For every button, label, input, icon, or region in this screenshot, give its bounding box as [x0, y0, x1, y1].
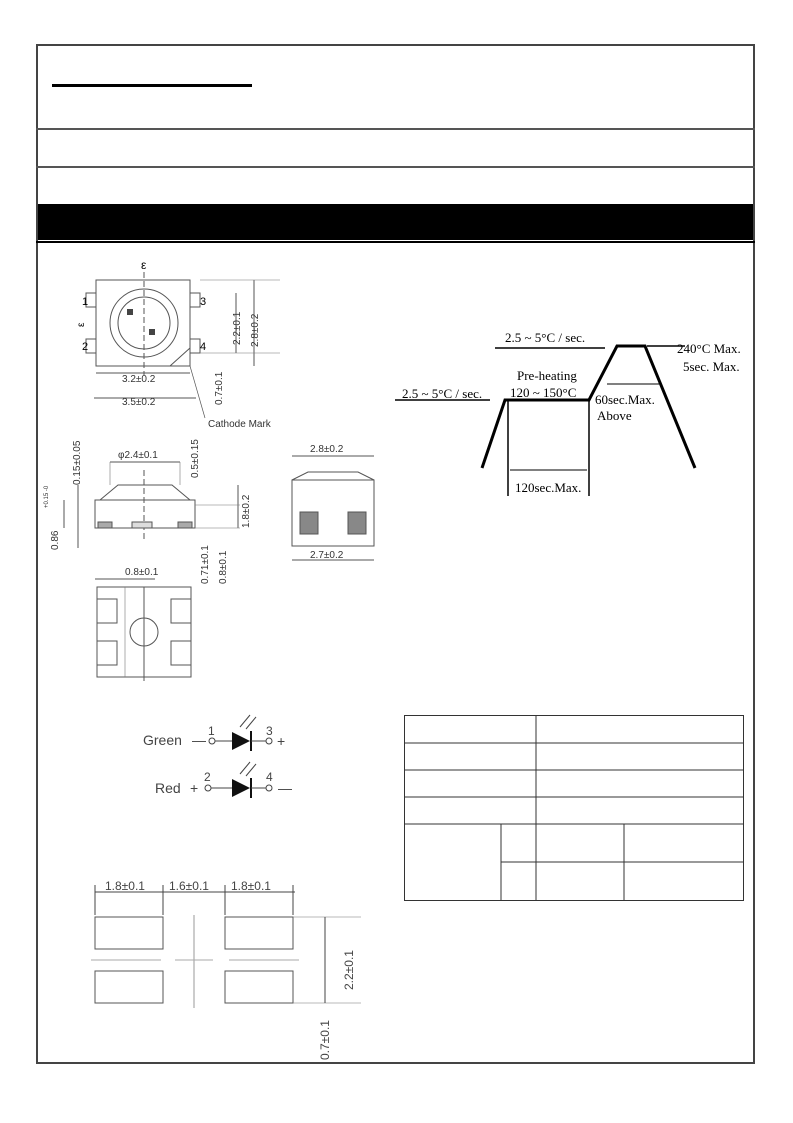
preheat-range: 120 ~ 150°C — [510, 385, 577, 400]
green-led-symbol — [232, 732, 250, 750]
lead-3 — [190, 293, 200, 307]
lead-4 — [190, 339, 200, 353]
cathode-notch — [170, 348, 190, 366]
pin-2-sign: + — [190, 780, 199, 796]
dim-tab: 0.7±0.1 — [214, 371, 225, 405]
dim-lead-height: 0.71±0.1 — [200, 545, 211, 584]
dim-lens-step: 0.5±0.15 — [190, 439, 201, 478]
red-led-symbol — [232, 779, 250, 797]
pin-3-label: 3 — [200, 296, 207, 308]
peak-temp-label: 240°C Max. — [677, 341, 741, 356]
pin-1: 1 — [208, 724, 215, 738]
reflow-profile-chart — [395, 320, 770, 500]
lens-profile — [100, 485, 190, 500]
chip-1 — [127, 309, 133, 315]
title-divider — [36, 166, 755, 168]
dim-pad-spacing: 0.7±0.1 — [318, 1020, 332, 1060]
pin-3: 3 — [266, 724, 273, 738]
dim-height-outer: 2.8±0.2 — [250, 313, 261, 347]
section-divider — [36, 241, 755, 243]
dim-lead-thickness: 0.8±0.1 — [218, 550, 229, 584]
ramp-rate-label: 2.5 ~ 5°C / sec. — [402, 386, 483, 401]
dim-side-bottom: 2.7±0.2 — [310, 550, 344, 561]
package-top-view — [40, 255, 340, 430]
cathode-mark-label: Cathode Mark — [208, 419, 271, 430]
dim-pad-gap: 1.6±0.1 — [169, 879, 209, 893]
package-bottom-view — [85, 565, 215, 685]
dim-height-inner: 2.2±0.1 — [232, 311, 243, 345]
peak-time-label: 5sec. Max. — [683, 359, 740, 374]
dim-bottom-tab: 0.8±0.1 — [125, 567, 159, 578]
pin-4-sign: — — [278, 780, 292, 796]
pin-3-sign: + — [277, 733, 286, 749]
green-label: Green — [143, 732, 182, 748]
dim-body-total: 0.86 — [50, 530, 61, 550]
header-divider — [36, 128, 755, 130]
dim-body-height: 1.8±0.2 — [241, 494, 252, 528]
above-time-label: 60sec.Max. — [595, 392, 655, 407]
preheat-time-label: 120sec.Max. — [515, 480, 582, 495]
pin-1-label: 1 — [82, 296, 89, 308]
dim-side-top: 2.8±0.2 — [310, 444, 344, 455]
chip-2 — [149, 329, 155, 335]
center-mark: ε — [141, 258, 147, 272]
solder-pad-layout — [85, 870, 375, 1065]
dim-pad-width-1: 1.8±0.1 — [105, 879, 145, 893]
dim-lens-diameter: φ2.4±0.1 — [118, 450, 158, 461]
red-label: Red — [155, 780, 181, 796]
dim-width-inner: 3.2±0.2 — [122, 374, 156, 385]
dim-pad-width-2: 1.8±0.1 — [231, 879, 271, 893]
side-mark: ε — [76, 322, 87, 327]
preheat-title: Pre-heating — [517, 368, 577, 383]
ramp-up-label: 2.5 ~ 5°C / sec. — [505, 330, 586, 345]
dim-pad-height: 2.2±0.1 — [342, 950, 356, 990]
dim-width-outer: 3.5±0.2 — [122, 397, 156, 408]
front-lead-left — [300, 512, 318, 534]
circuit-diagram — [140, 705, 310, 805]
pin-4: 4 — [266, 770, 273, 784]
front-lead-right — [348, 512, 366, 534]
pin-2-label: 2 — [82, 341, 89, 353]
svg-text:—: — — [192, 732, 206, 748]
package-front-view — [280, 440, 380, 575]
pad-top-left — [95, 917, 163, 949]
above-label: Above — [597, 408, 632, 423]
spec-table — [404, 715, 744, 901]
section-title-bar — [38, 204, 753, 240]
pad-bottom-right — [225, 971, 293, 1003]
pin-4-label: 4 — [200, 341, 207, 353]
pad-top-right — [225, 917, 293, 949]
header-rule — [52, 84, 252, 87]
dim-body-total-tol: +0.15 -0 — [44, 485, 50, 508]
pad-bottom-left — [95, 971, 163, 1003]
dim-lens-height: 0.15±0.05 — [72, 440, 83, 485]
pin-2: 2 — [204, 770, 211, 784]
